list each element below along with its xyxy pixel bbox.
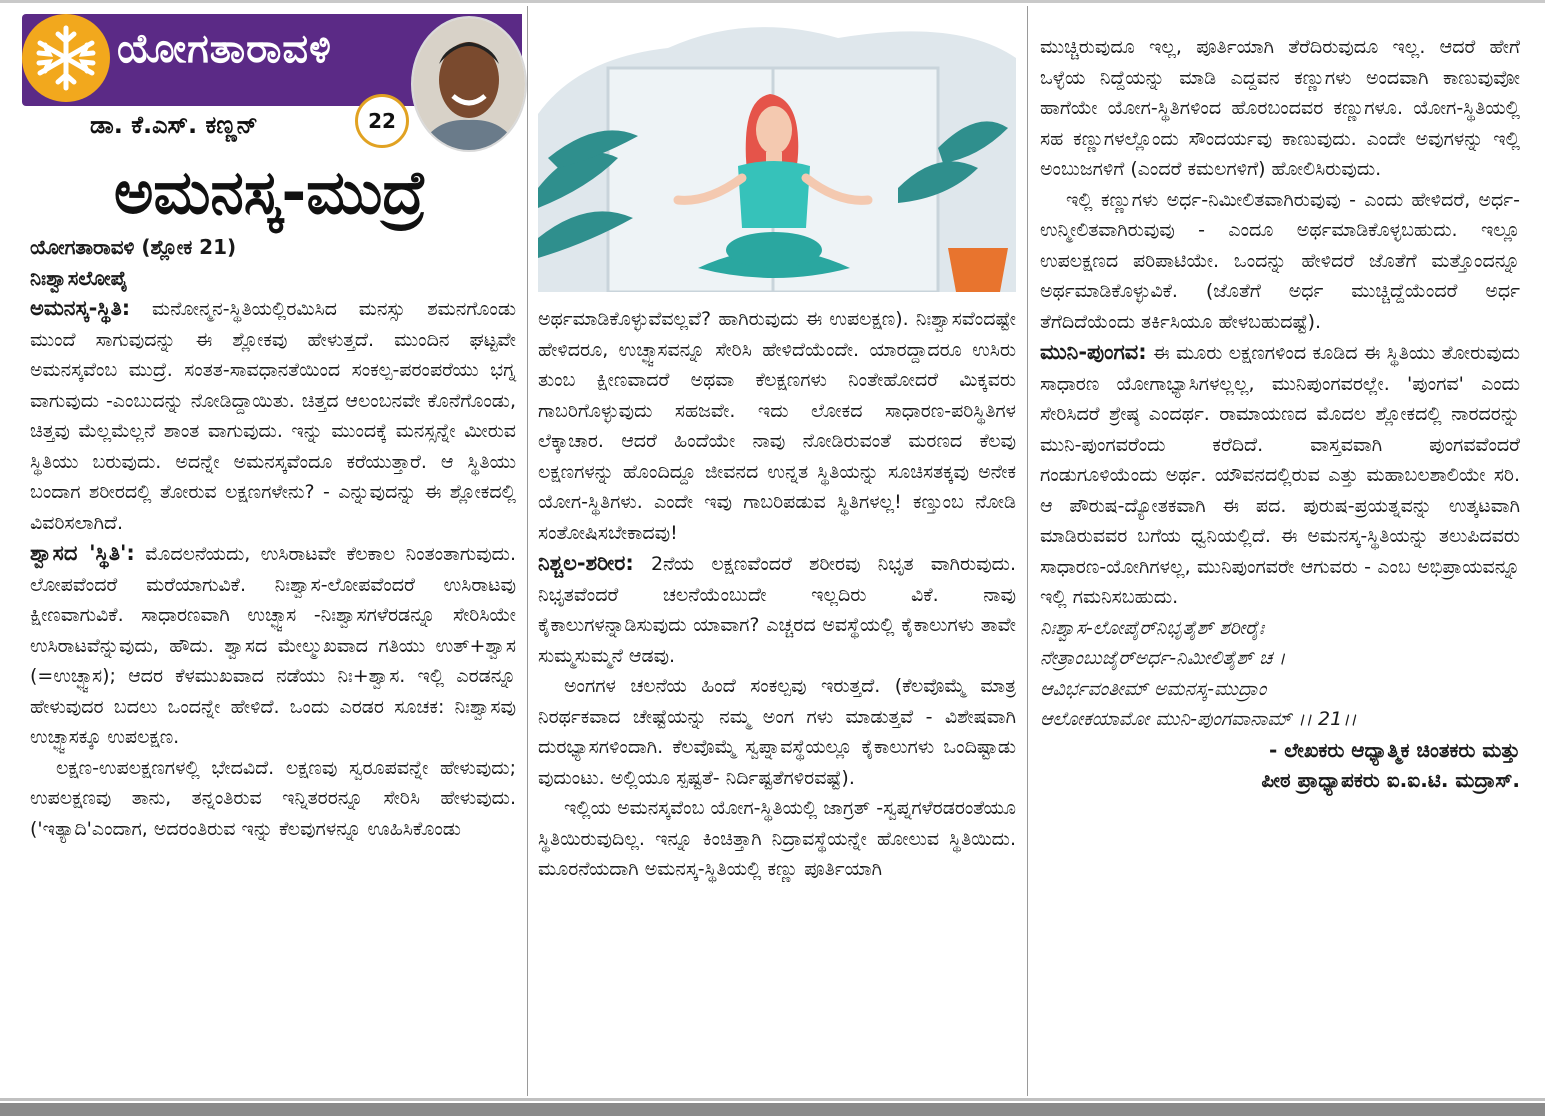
- verse-line: ನಿಃಶ್ವಾಸ-ಲೋಪೈರ್‌ನಿಭೃತೈಶ್ ಶರೀರೈಃ: [1040, 616, 1265, 639]
- column-divider: [1027, 6, 1028, 1096]
- verse-line: ಆಲೋಕಯಾಮೋ ಮುನಿ-ಪುಂಗವಾನಾಮ್ ।। 21।।: [1040, 708, 1357, 730]
- paragraph-text: ಈ ಮೂರು ಲಕ್ಷಣಗಳಿಂದ ಕೂಡಿದ ಈ ಸ್ಥಿತಿಯು ತೋರುವುದು ಸಾಧಾರಣ ಯೋಗಾಭ್ಯಾಸಿಗಳಲ್ಲಲ್ಲ, ಮುನಿಪುಂಗವರಲ್ಲೇ. 'ಪುಂಗವ' ಎಂದು ಸೇರಿಸಿದರೆ ಶ್ರೇಷ್ಠ ಎಂದರ್ಥ. ರಾಮಾಯಣದ ಮೊದಲ ಶ್ಲೋಕದಲ್ಲಿ ನಾರದರನ್ನು ಮುನಿ-ಪುಂಗವರೆಂದು ಕರೆದಿದೆ. ವಾಸ್ತವವಾಗಿ ಪುಂಗವವೆಂದರೆ ಗಂಡುಗೂಳಿಯೆಂದು ಅರ್ಥ. ಯೌವನದಲ್ಲಿರುವ ಎತ್ತು ಮಹಾಬಲಶಾಲಿಯೇ ಸರಿ. ಆ ಪೌರುಷ-ದ್ಯೋತಕವಾಗಿ ಈ ಪದ. ಪುರುಷ-ಪ್ರಯತ್ನವನ್ನು ಉತ್ಕಟವಾಗಿ ಮಾಡಿರುವವರ ಬಗೆಯ ಧ್ವನಿಯಲ್ಲಿದೆ. ಈ ಅಮನಸ್ಕ-ಸ್ಥಿತಿಯನ್ನು ತಲುಪಿದವರು ಸಾಧಾರಣ-ಯೋಗಿಗಳಲ್ಲ, ಮುನಿಪುಂಗವರೇ ಆಗುವರು - ಎಂಬ ಅಭಿಪ್ರಾಯವನ್ನೂ ಇಲ್ಲಿ ಗಮನಿಸಬಹುದು.: [1040, 342, 1520, 608]
- paragraph: ಇಲ್ಲಿ ಕಣ್ಣುಗಳು ಅರ್ಧ-ನಿಮೀಲಿತವಾಗಿರುವುವು - ಎಂದು ಹೇಳಿದರೆ, ಅರ್ಧ-ಉನ್ಮೀಲಿತವಾಗಿರುವುವು - ಎಂದೂ ಅರ್ಥಮಾಡಿಕೊಳ್ಳಬಹುದು. ಇಲ್ಲೂ ಉಪಲಕ್ಷಣದ ಪರಿಪಾಟಿಯೇ. ಒಂದನ್ನು ಹೇಳಿದರೆ ಜೊತೆಗೆ ಮತ್ತೊಂದನ್ನೂ ಅರ್ಥಮಾಡಿಕೊಳ್ಳುವಿಕೆ. (ಜೊತೆಗೆ ಅರ್ಧ ಮುಚ್ಚಿದ್ದೆಯೆಂದರೆ ಅರ್ಧ ತೆಗೆದಿದೆಯೆಂದು ತರ್ಕಿಸಿಯೂ ಹೇಳಬಹುದಷ್ಟೆ).: [1040, 188, 1520, 333]
- paragraph: [30, 293, 516, 538]
- column-divider: [527, 6, 528, 1096]
- verse-source: ಯೋಗತಾರಾವಳಿ (ಶ್ಲೋಕ 21): [30, 235, 237, 259]
- author-photo: [411, 16, 527, 152]
- top-rule: [0, 0, 1545, 3]
- section-heading: ನಿಶ್ಚಲ-ಶರೀರ:: [538, 551, 634, 575]
- meditation-illustration: [538, 18, 1016, 292]
- verse-line: ಆವಿರ್ಭವಂತೀಮ್ ಅಮನಸ್ಕ-ಮುದ್ರಾಂ: [1040, 677, 1267, 700]
- verse-subtitle: ನಿಃಶ್ವಾಸಲೋಪೈ: [30, 265, 128, 290]
- article-title: ಅಮನಸ್ಕ-ಮುದ್ರೆ: [113, 158, 427, 228]
- paragraph: ಅರ್ಥಮಾಡಿಕೊಳ್ಳುವೆವಲ್ಲವೆ? ಹಾಗಿರುವುದು ಈ ಉಪಲಕ್ಷಣ). ನಿಃಶ್ವಾಸವೆಂದಷ್ಟೇ ಹೇಳಿದರೂ, ಉಚ್ಛ್ವಾಸವನ್ನೂ ಸೇರಿಸಿ ಹೇಳಿದೆಯೆಂದೇ. ಯಾರದ್ದಾದರೂ ಉಸಿರು ತುಂಬ ಕ್ಷೀಣವಾದರೆ ಅಥವಾ ಕೆಲಕ್ಷಣಗಳು ನಿಂತೇಹೋದರೆ ಮಿಕ್ಕವರು ಗಾಬರಿಗೊಳ್ಳುವುದು ಸಹಜವೇ. ಇದು ಲೋಕದ ಸಾಧಾರಣ-ಪರಿಸ್ಥಿತಿಗಳ ಲೆಕ್ಕಾಚಾರ. ಆದರೆ ಹಿಂದೆಯೇ ನಾವು ನೋಡಿರುವಂತೆ ಮರಣದ ಕೆಲವು ಲಕ್ಷಣಗಳನ್ನು ಹೊಂದಿದ್ದೂ ಜೀವನದ ಉನ್ನತ ಸ್ಥಿತಿಯನ್ನು ಸೂಚಿಸತಕ್ಕವು ಅನೇಕ ಯೋಗ-ಸ್ಥಿತಿಗಳು. ಎಂದೇ ಇವು ಗಾಬರಿಪಡುವ ಸ್ಥಿತಿಗಳಲ್ಲ! ಕಣ್ತುಂಬ ನೋಡಿ ಸಂತೋಷಿಸಬೇಕಾದವು!: [538, 308, 1016, 544]
- section-heading: ಅಮನಸ್ಕ-ಸ್ಥಿತಿ:: [30, 296, 131, 320]
- paragraph: ಮುಚ್ಚಿರುವುದೂ ಇಲ್ಲ, ಪೂರ್ತಿಯಾಗಿ ತೆರೆದಿರುವುದೂ ಇಲ್ಲ. ಆದರೆ ಹೇಗೆ ಒಳ್ಳೆಯ ನಿದ್ದೆಯನ್ನು ಮಾಡಿ ಎದ್ದವನ ಕಣ್ಣುಗಳು ಅಂದವಾಗಿ ಕಾಣುವುವೋ ಹಾಗೆಯೇ ಯೋಗ-ಸ್ಥಿತಿಗಳಿಂದ ಹೊರಬಂದವರ ಕಣ್ಣುಗಳೂ. ಯೋಗ-ಸ್ಥಿತಿಯಲ್ಲಿ ಸಹ ಕಣ್ಣುಗಳಲ್ಲೊಂದು ಸೌಂದರ್ಯವು ಕಾಣುವುದು. ಎಂದೇ ಅವುಗಳನ್ನು ಇಲ್ಲಿ ಅಂಬುಜಗಳಿಗೆ (ಎಂದರೆ ಕಮಲಗಳಿಗೆ) ಹೋಲಿಸಿರುವುದು.: [1040, 36, 1520, 180]
- paragraph: ಅಂಗಗಳ ಚಲನೆಯ ಹಿಂದೆ ಸಂಕಲ್ಪವು ಇರುತ್ತದೆ. (ಕೆಲವೊಮ್ಮೆ ಮಾತ್ರ ನಿರರ್ಥಕವಾದ ಚೇಷ್ಟೆಯನ್ನು ನಮ್ಮ ಅಂಗ ಗಳು ಮಾಡುತ್ತವೆ - ವಿಶೇಷವಾಗಿ ದುರಭ್ಯಾಸಗಳಿಂದಾಗಿ. ಕೆಲವೊಮ್ಮೆ ಸ್ವಪ್ನಾವಸ್ಥೆಯಲ್ಲೂ ಕೈಕಾಲುಗಳು ಒಂದಿಷ್ಟಾಡು ವುದುಂಟು. ಅಲ್ಲಿಯೂ ಸ್ಪಷ್ಟತೆ- ನಿರ್ದಿಷ್ಟತೆಗಳಿರವಷ್ಟೆ).: [538, 675, 1016, 789]
- paragraph: [1040, 337, 1520, 613]
- column-middle: [538, 304, 1016, 885]
- paragraph-text: ಮನೋನ್ಮನ-ಸ್ಥಿತಿಯಲ್ಲಿರಮಿಸಿದ ಮನಸ್ಸು ಶಮನಗೊಂಡು ಮುಂದೆ ಸಾಗುವುದನ್ನು ಈ ಶ್ಲೋಕವು ಹೇಳುತ್ತದೆ. ಮುಂದಿನ ಘಟ್ಟವೇ ಅಮನಸ್ಕವೆಂಬ ಮುದ್ರೆ. ಸಂತತ-ಸಾವಧಾನತೆಯಿಂದ ಸಂಕಲ್ಪ-ಪರಂಪರೆಯು ಭಗ್ನ ವಾಗುವುದು -ಎಂಬುದನ್ನು ನೋಡಿದ್ದಾಯಿತು. ಚಿತ್ತದ ಆಲಂಬನವೇ ಕೊನೆಗೊಂಡು, ಚಿತ್ತವು ಮೆಲ್ಲಮೆಲ್ಲನೆ ಶಾಂತ ವಾಗುವುದು. ಇನ್ನು ಮುಂದಕ್ಕೆ ಮನಸ್ಸನ್ನೇ ಮೀರುವ ಸ್ಥಿತಿಯು ಬರುವುದು. ಅದನ್ನೇ ಅಮನಸ್ಕವೆಂದೂ ಕರೆಯುತ್ತಾರೆ. ಆ ಸ್ಥಿತಿಯು ಬಂದಾಗ ಶರೀರದಲ್ಲಿ ತೋರುವ ಲಕ್ಷಣಗಳೇನು? - ಎನ್ನುವುದನ್ನು ಈ ಶ್ಲೋಕದಲ್ಲಿ ವಿವರಿಸಲಾಗಿದೆ.: [30, 298, 516, 534]
- series-title: ಯೋಗತಾರಾವಳಿ: [117, 26, 332, 72]
- paragraph: [30, 538, 516, 753]
- paragraph-text: ಮೊದಲನೆಯದು, ಉಸಿರಾಟವೇ ಕೆಲಕಾಲ ನಿಂತಂತಾಗುವುದು. ಲೋಪವೆಂದರೆ ಮರೆಯಾಗುವಿಕೆ. ನಿಃಶ್ವಾಸ-ಲೋಪವೆಂದರೆ ಉಸಿರಾಟವು ಕ್ಷೀಣವಾಗುವಿಕೆ. ಸಾಧಾರಣವಾಗಿ ಉಚ್ಛ್ವಾಸ -ನಿಃಶ್ವಾಸಗಳೆರಡನ್ನೂ ಸೇರಿಸಿಯೇ ಉಸಿರಾಟವೆನ್ನುವುದು, ಹೌದು. ಶ್ವಾಸದ ಮೇಲ್ಮುಖವಾದ ಗತಿಯು ಉತ್+ಶ್ವಾಸ (=ಉಚ್ಛ್ವಾಸ); ಆದರ ಕೆಳಮುಖವಾದ ನಡೆಯು ನಿಃ+ಶ್ವಾಸ. ಇಲ್ಲಿ ಎರಡನ್ನೂ ಹೇಳುವುದರ ಬದಲು ಒಂದನ್ನೇ ಹೇಳಿದೆ. ಒಂದು ಎರಡರ ಸೂಚಕ: ನಿಃಶ್ವಾಸವು ಉಚ್ಛ್ವಾಸಕ್ಕೂ ಉಪಲಕ್ಷಣ.: [30, 543, 516, 748]
- section-heading: ಶ್ವಾಸದ 'ಸ್ಥಿತಿ':: [30, 541, 135, 565]
- snowflake-icon: [22, 14, 110, 102]
- issue-number-badge: 22: [355, 94, 409, 148]
- paragraph: [538, 548, 1016, 671]
- verse-line: ನೇತ್ರಾಂಬುಜೈರ್‌ಅರ್ಧ-ನಿಮೀಲಿತೈಶ್ ಚ ।: [1040, 647, 1286, 669]
- author-name: ಡಾ. ಕೆ.ಎಸ್. ಕಣ್ಣನ್: [90, 111, 258, 139]
- bottom-rule-thin: [0, 1098, 1545, 1101]
- column-right: [1040, 32, 1520, 796]
- author-credit: - ಲೇಖಕರು ಆಧ್ಯಾತ್ಮಿಕ ಚಿಂತಕರು ಮತ್ತು: [1269, 737, 1520, 762]
- paragraph: ಲಕ್ಷಣ-ಉಪಲಕ್ಷಣಗಳಲ್ಲಿ ಭೇದವಿದೆ. ಲಕ್ಷಣವು ಸ್ವರೂಪವನ್ನೇ ಹೇಳುವುದು; ಉಪಲಕ್ಷಣವು ತಾನು, ತನ್ನಂತಿರುವ ಇನ್ನಿತರರನ್ನೂ ಸೇರಿಸಿ ಹೇಳುವುದು. ('ಇತ್ಯಾದಿ'ಎಂದಾಗ, ಅದರಂತಿರುವ ಇನ್ನು ಕೆಲವುಗಳನ್ನೂ ಊಹಿಸಿಕೊಂಡು: [30, 756, 516, 840]
- section-heading: ಮುನಿ-ಪುಂಗವ:: [1040, 340, 1147, 364]
- bottom-rule: [0, 1103, 1545, 1116]
- column-left: [30, 232, 516, 844]
- paragraph-text: 2ನೆಯ ಲಕ್ಷಣವೆಂದರೆ ಶರೀರವು ನಿಭೃತ ವಾಗಿರುವುದು. ನಿಭೃತವೆಂದರೆ ಚಲನೆಯೆಂಬುದೇ ಇಲ್ಲದಿರು ವಿಕೆ. ನಾವು ಕೈಕಾಲುಗಳನ್ನಾಡಿಸುವುದು ಯಾವಾಗ? ಎಚ್ಚರದ ಅವಸ್ಥೆಯಲ್ಲಿ ಕೈಕಾಲುಗಳು ತಾವೇ ಸುಮ್ಮಸುಮ್ಮನೆ ಆಡವು.: [538, 553, 1016, 667]
- paragraph: ಇಲ್ಲಿಯ ಅಮನಸ್ಕವೆಂಬ ಯೋಗ-ಸ್ಥಿತಿಯಲ್ಲಿ ಜಾಗ್ರತ್ -ಸ್ವಪ್ನಗಳೆರಡರಂತೆಯೂ ಸ್ಥಿತಿಯಿರುವುದಿಲ್ಲ. ಇನ್ನೂ ಕಿಂಚಿತ್ತಾಗಿ ನಿದ್ರಾವಸ್ಥೆಯನ್ನೇ ಹೋಲುವ ಸ್ಥಿತಿಯಿದು. ಮೂರನೆಯದಾಗಿ ಅಮನಸ್ಕ-ಸ್ಥಿತಿಯಲ್ಲಿ ಕಣ್ಣು ಪೂರ್ತಿಯಾಗಿ: [538, 797, 1016, 880]
- author-credit: ಪೀಠ ಪ್ರಾಧ್ಯಾಪಕರು ಐ.ಐ.ಟಿ. ಮದ್ರಾಸ್.: [1261, 768, 1520, 792]
